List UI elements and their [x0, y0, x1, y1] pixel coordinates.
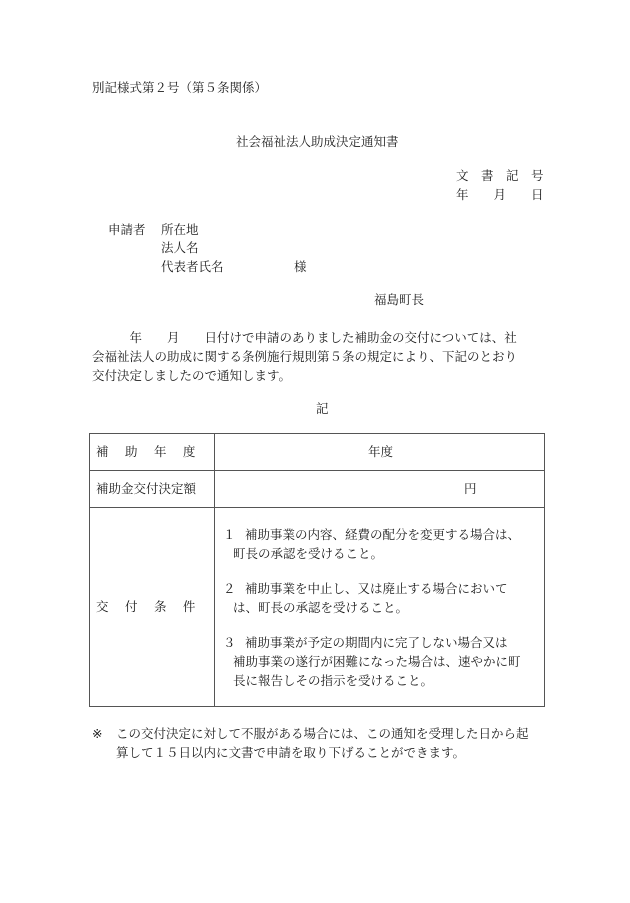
document-title: 社会福祉法人助成決定通知書: [236, 134, 399, 149]
document-number-label: 文 書 記 号: [456, 168, 544, 183]
conditions-cell: [215, 508, 544, 707]
note-mark: ※: [92, 726, 103, 741]
condition-item: [223, 525, 545, 563]
form-header: 別記様式第２号（第５条関係）: [92, 80, 268, 95]
condition-text: 町長の承認を受けること。: [233, 546, 384, 561]
table-row: [90, 471, 544, 508]
note-text: 算して１５日以内に文書で申請を取り下げることができます。: [116, 745, 466, 760]
date-label: 年 月 日: [456, 187, 544, 202]
issuer: 福島町長: [374, 292, 425, 307]
row-label-cell: [90, 471, 215, 507]
row-label-cell: [90, 508, 215, 707]
table-row: [90, 434, 544, 471]
note: [92, 724, 562, 762]
condition-text: 長に報告しその指示を受けること。: [233, 673, 434, 688]
condition-number: ２: [223, 581, 236, 596]
condition-number: １: [223, 527, 236, 542]
condition-text: 補助事業の遂行が困難になった場合は、速やかに町: [233, 654, 521, 669]
row-label: 交 付 条 件: [96, 599, 196, 614]
ki-heading: 記: [316, 401, 329, 416]
corp-name-label: 法人名: [161, 240, 199, 255]
condition-item: [223, 633, 545, 690]
condition-text: 補助事業の内容、経費の配分を変更する場合は、: [245, 527, 521, 542]
condition-item: [223, 579, 545, 617]
body-line: 交付決定しましたので通知します。: [92, 368, 292, 383]
row-label-cell: [90, 434, 215, 470]
fiscal-year-value: 年度: [368, 444, 394, 459]
applicant-label: 申請者: [108, 222, 146, 237]
honorific: 様: [294, 259, 307, 274]
condition-text: 補助事業を中止し、又は廃止する場合において: [245, 581, 508, 596]
note-text: この交付決定に対して不服がある場合には、この通知を受理した日から起: [116, 726, 529, 741]
condition-text: は、町長の承認を受けること。: [233, 600, 409, 615]
address-label: 所在地: [161, 222, 199, 237]
body-text: [92, 328, 552, 385]
amount-unit: 円: [464, 481, 477, 496]
representative-label: 代表者氏名: [161, 259, 224, 274]
condition-text: 補助事業が予定の期間内に完了しない場合又は: [245, 635, 508, 650]
decision-table: [89, 433, 545, 707]
row-label: 補 助 年 度: [96, 444, 196, 459]
body-line: 年 月 日付けで申請のありました補助金の交付については、社: [92, 330, 517, 345]
body-line: 会福祉法人の助成に関する条例施行規則第５条の規定により、下記のとおり: [92, 349, 518, 364]
row-label: 補助金交付決定額: [96, 481, 197, 496]
condition-number: ３: [223, 635, 236, 650]
table-row: [90, 508, 544, 707]
